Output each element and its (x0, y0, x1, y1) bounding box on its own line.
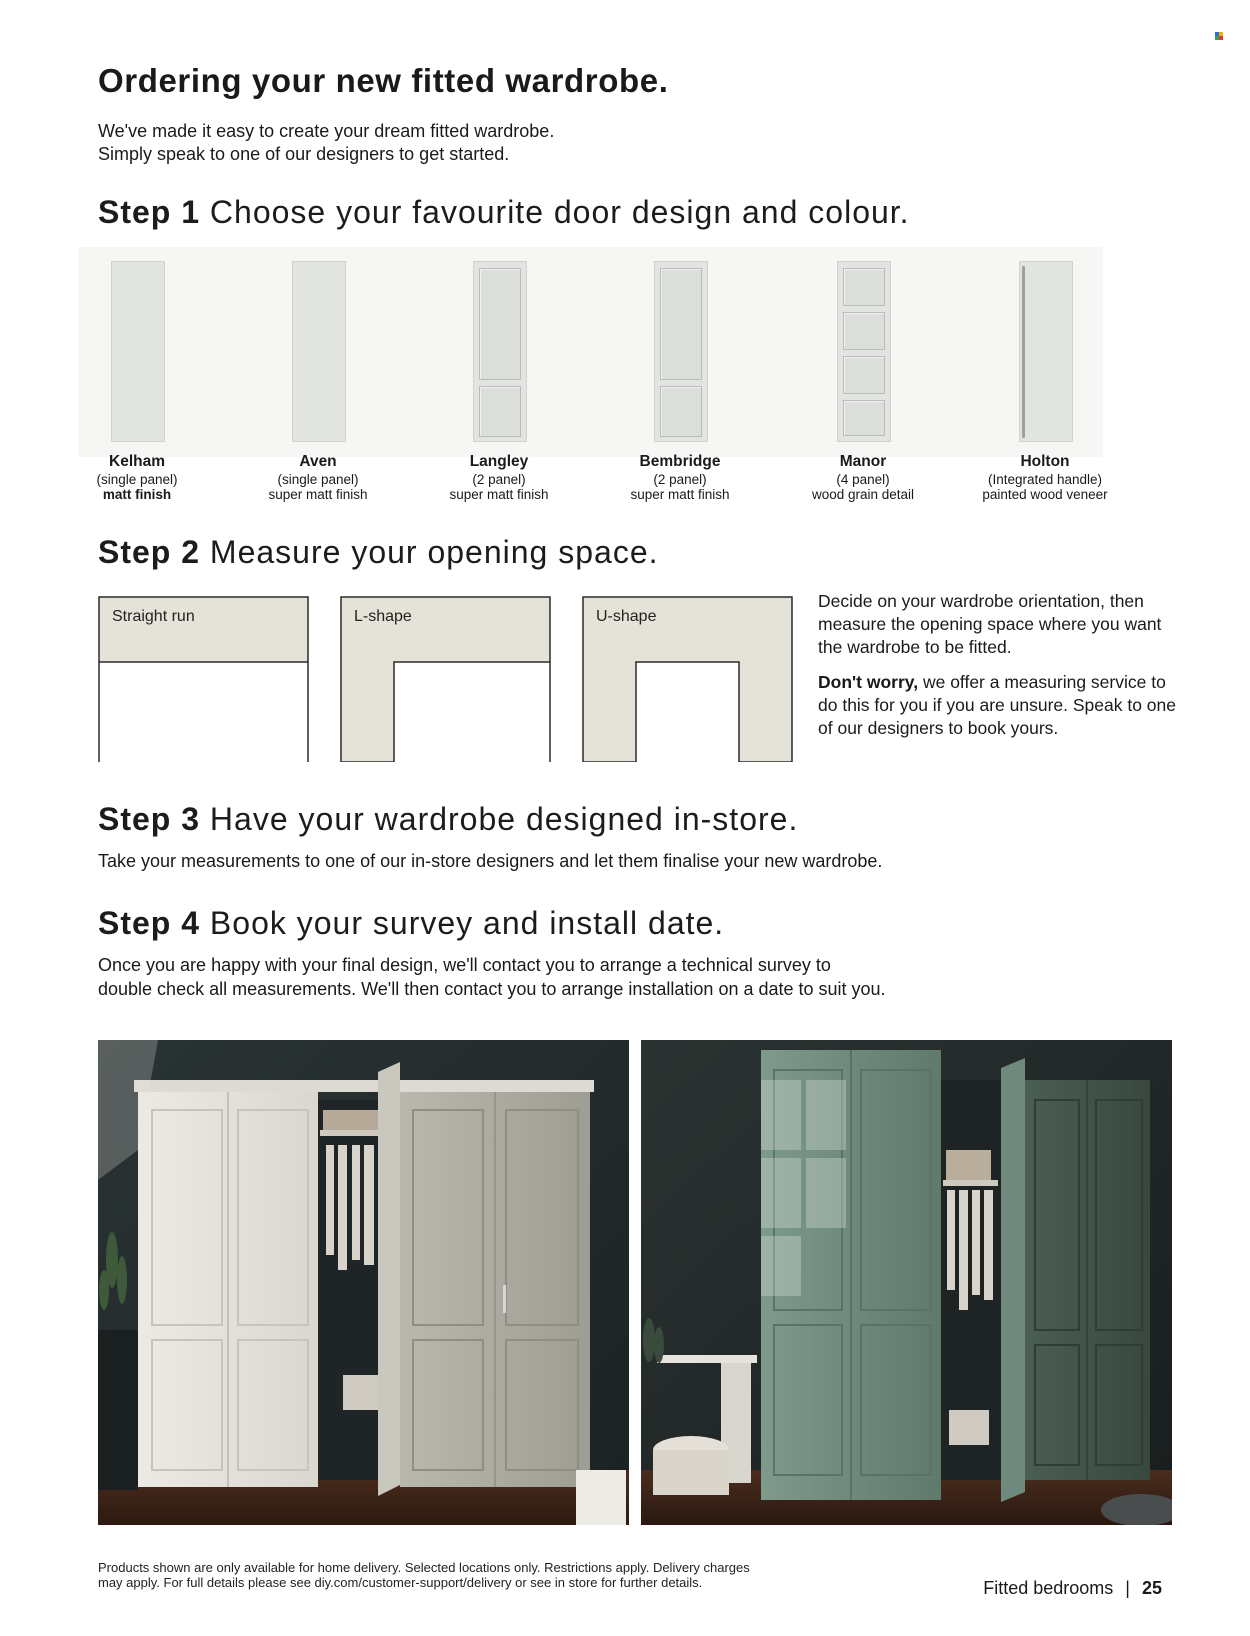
door-detail: (2 panel) (653, 472, 707, 487)
plan-straight-run (98, 596, 309, 762)
door-caption (605, 454, 755, 502)
integrated-handle (1022, 266, 1025, 438)
door-name: Holton (1020, 453, 1070, 470)
door-panel (843, 356, 885, 394)
door-panel (843, 312, 885, 350)
door-detail: (single panel) (277, 472, 359, 487)
plan-label: Straight run (112, 608, 195, 625)
door-swatch (1019, 261, 1073, 442)
door-finish: wood grain detail (811, 487, 915, 502)
door-finish: painted wood veneer (982, 487, 1108, 502)
door-finish: super matt finish (268, 487, 368, 502)
step4-text: Once you are happy with your final design, we'll contact you to arrange a technical survey to double check all measurements. We'll then contact you to arrange installation on a date to suit you. (98, 955, 886, 999)
page-title: Ordering your new fitted wardrobe. (98, 62, 669, 99)
door-name: Aven (299, 453, 337, 470)
photo-green-wardrobe (641, 1040, 1172, 1525)
step3-heading: Step 3 Have your wardrobe designed in-store. (98, 801, 799, 837)
door-detail: (4 panel) (836, 472, 890, 487)
door-swatch (473, 261, 527, 442)
door-name: Kelham (109, 453, 165, 470)
door-panel (479, 268, 521, 380)
door-detail: (2 panel) (472, 472, 526, 487)
door-caption (424, 454, 574, 502)
door-name: Langley (469, 453, 529, 470)
door-caption (970, 454, 1120, 502)
door-detail: (single panel) (96, 472, 178, 487)
plan-u-shape (582, 596, 793, 762)
page-footer (983, 1578, 1162, 1599)
plan-l-shape (340, 596, 551, 762)
door-name: Bembridge (639, 453, 721, 470)
step2-heading: Step 2 Measure your opening space. (98, 534, 659, 570)
white-wardrobe-image (98, 1040, 629, 1525)
green-wardrobe-image (641, 1040, 1172, 1525)
footer-separator: | (1125, 1578, 1130, 1598)
door-swatch-strip (78, 247, 1103, 457)
brand-corner-mark (1215, 32, 1223, 40)
page-number: 25 (1141, 1578, 1162, 1598)
step4-heading: Step 4 Book your survey and install date. (98, 905, 725, 941)
door-swatch (292, 261, 346, 442)
door-detail: (Integrated handle) (987, 472, 1103, 487)
door-panel (660, 386, 702, 437)
plan-label: L-shape (354, 608, 412, 625)
door-name: Manor (839, 453, 887, 470)
door-swatch (654, 261, 708, 442)
door-finish: super matt finish (630, 487, 730, 502)
door-panel (843, 268, 885, 306)
door-swatch (111, 261, 165, 442)
photo-white-wardrobe (98, 1040, 629, 1525)
door-swatch (837, 261, 891, 442)
door-finish: matt finish (102, 487, 172, 502)
intro-text: We've made it easy to create your dream fitted wardrobe. Simply speak to one of our designers to get started. (98, 121, 555, 164)
section-name: Fitted bedrooms (983, 1578, 1114, 1598)
plan-label: U-shape (596, 608, 657, 625)
step3-text: Take your measurements to one of our in-store designers and let them finalise your new wardrobe. (98, 851, 883, 871)
step1-heading: Step 1 Choose your favourite door design and colour. (98, 194, 910, 230)
door-caption (243, 454, 393, 502)
door-caption (62, 454, 212, 502)
door-caption (788, 454, 938, 502)
door-panel (843, 400, 885, 436)
footer-disclaimer: Products shown are only available for home delivery. Selected locations only. Restrictions apply. Delivery charges may apply. For full details please see diy.com/customer-support/delivery or see in store for further details. (98, 1560, 750, 1590)
door-finish: super matt finish (449, 487, 549, 502)
door-panel (660, 268, 702, 380)
door-panel (479, 386, 521, 437)
measure-instructions: Decide on your wardrobe orientation, then measure the opening space where you want the wardrobe to be fitted. Don't worry, we offer a measuring service to do this for you if you are unsure. Speak to one of our designers to book yours. (818, 591, 1176, 738)
